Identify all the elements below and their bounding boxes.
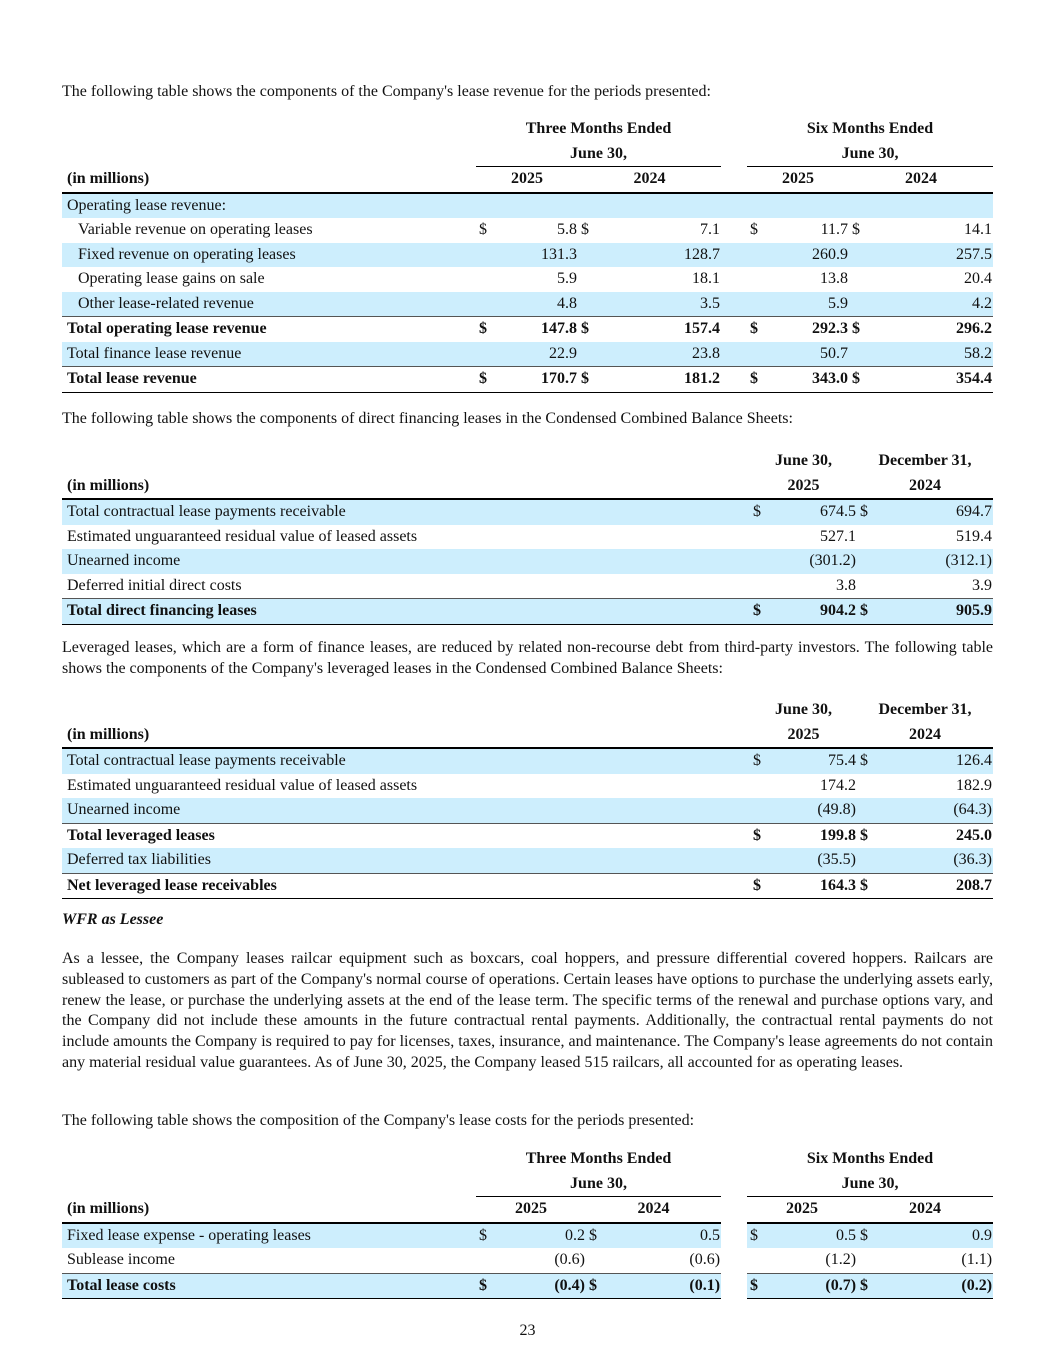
cell-value: 181.2 [602, 367, 721, 393]
three-months-header: Three Months Ended [525, 120, 672, 137]
cell-value: 147.8 [500, 317, 578, 342]
three-months-date: June 30, [476, 142, 721, 167]
table-row-total [62, 317, 993, 342]
dollar-sign: $ [479, 221, 487, 238]
group-header-row-2 [62, 142, 993, 167]
dollar-sign: $ [747, 1223, 771, 1249]
cell-value: 18.1 [692, 270, 721, 287]
col-header: 2025 [787, 725, 820, 743]
cell-value: 126.4 [881, 748, 993, 774]
row-label: Variable revenue on operating leases [78, 221, 313, 238]
cell-value: 260.9 [771, 243, 849, 268]
intro-lease-cost-text: The following table shows the composition of the Company's lease costs for the periods presented: [62, 1112, 695, 1129]
year-header: 2024 [909, 1200, 942, 1217]
table-row-total [62, 873, 993, 899]
cell-value: (312.1) [881, 549, 993, 574]
dollar-sign: $ [750, 748, 774, 774]
cell-value: 0.5 [771, 1223, 857, 1249]
dollar-sign: $ [578, 317, 602, 342]
cell-value: (36.3) [881, 848, 993, 873]
table-row [62, 499, 993, 525]
table-row-total [62, 599, 993, 625]
direct-financing-table [62, 449, 993, 625]
col-header: June 30, [775, 452, 832, 469]
six-months-header: Six Months Ended [806, 120, 934, 137]
cell-value: 20.4 [964, 270, 993, 287]
header-row-1 [62, 449, 993, 474]
row-label: Unearned income [62, 798, 750, 823]
table-row [62, 748, 993, 774]
table-row [62, 574, 993, 599]
year-header: 2024 [637, 1200, 670, 1217]
row-label: Unearned income [62, 549, 750, 574]
row-label: Total lease costs [62, 1273, 476, 1299]
row-label: Total finance lease revenue [62, 342, 476, 367]
row-label: Operating lease revenue: [62, 193, 476, 219]
three-months-date: June 30, [476, 1172, 721, 1197]
dollar-sign: $ [857, 499, 881, 525]
table-row-total [62, 367, 993, 393]
cell-value: 0.9 [881, 1223, 993, 1249]
dollar-sign: $ [476, 1223, 500, 1249]
cell-value: 0.2 [500, 1223, 586, 1249]
cell-value: 157.4 [602, 317, 721, 342]
cell-value: 527.1 [820, 527, 856, 545]
six-months-date: June 30, [747, 1172, 993, 1197]
row-label: Total leveraged leases [62, 823, 750, 848]
cell-value: (0.7) [771, 1273, 857, 1299]
cell-value: 0.5 [610, 1223, 721, 1249]
dollar-sign: $ [857, 1273, 881, 1299]
cell-value: 5.9 [557, 270, 577, 287]
row-label: Deferred tax liabilities [62, 848, 750, 873]
dollar-sign: $ [476, 367, 500, 393]
intro-direct-financing-text: The following table shows the components of direct financing leases in the Condensed Combined Balance Sheets: [62, 410, 793, 427]
row-label: Total contractual lease payments receivable [62, 748, 750, 774]
cell-value: 296.2 [873, 317, 993, 342]
col-header: 2024 [909, 476, 941, 494]
table-row [62, 798, 993, 823]
cell-value: 164.3 [774, 873, 857, 899]
dollar-sign: $ [578, 367, 602, 393]
col-header: 2024 [909, 725, 941, 743]
three-months-header: Three Months Ended [525, 1150, 672, 1167]
year-header: 2025 [515, 1200, 547, 1217]
table-row [62, 525, 993, 550]
cell-value: 7.1 [700, 221, 721, 238]
cell-value: 674.5 [774, 499, 857, 525]
six-months-date: June 30, [747, 142, 993, 167]
dollar-sign: $ [849, 317, 873, 342]
cell-value: 199.8 [774, 823, 857, 848]
cell-value: 4.8 [500, 292, 578, 317]
dollar-sign: $ [750, 823, 774, 848]
leveraged-leases-table [62, 698, 993, 899]
cell-value: 4.2 [873, 292, 993, 317]
table-row [62, 848, 993, 873]
dollar-sign: $ [581, 221, 589, 238]
cell-value: (1.1) [961, 1251, 993, 1268]
page-number: 23 [519, 1322, 536, 1339]
cell-value: 11.7 [820, 221, 849, 238]
six-months-header: Six Months Ended [806, 1150, 934, 1167]
dollar-sign: $ [476, 317, 500, 342]
dollar-sign: $ [857, 873, 881, 899]
cell-value: 75.4 [774, 748, 857, 774]
group-header-row-1 [62, 117, 993, 142]
intro-leveraged-text: Leveraged leases, which are a form of finance leases, are reduced by related non-recourse debt from third-party investors. The following table shows the components of the Company's leveraged leases in the Condensed Combined Balance Sheets: [62, 639, 993, 677]
cell-value: (64.3) [881, 798, 993, 823]
cell-value: 131.3 [500, 243, 578, 268]
row-label: Net leveraged lease receivables [62, 873, 750, 899]
lease-revenue-table [62, 117, 993, 393]
cell-value: 257.5 [873, 243, 993, 268]
cell-value: 3.8 [836, 576, 856, 594]
dollar-sign: $ [852, 221, 861, 238]
cell-value: 694.7 [881, 499, 993, 525]
dollar-sign: $ [747, 1273, 771, 1299]
header-row-2 [62, 474, 993, 500]
col-header: December 31, [878, 452, 972, 469]
cell-value: (301.2) [774, 549, 857, 574]
unit-label: (in millions) [67, 1199, 150, 1217]
cell-value: (0.4) [500, 1273, 586, 1299]
dollar-sign: $ [476, 1273, 500, 1299]
dollar-sign: $ [750, 873, 774, 899]
table-row [62, 243, 993, 268]
cell-value: (49.8) [774, 798, 857, 823]
cell-value: 58.2 [873, 342, 993, 367]
dollar-sign: $ [747, 367, 771, 393]
table-row [62, 218, 993, 243]
year-header: 2025 [511, 170, 543, 187]
header-row-2 [62, 723, 993, 749]
year-header: 2025 [782, 170, 815, 187]
cell-value: 50.7 [771, 342, 849, 367]
cell-value: 354.4 [873, 367, 993, 393]
row-label: Estimated unguaranteed residual value of leased assets [67, 776, 418, 794]
cell-value: 292.3 [771, 317, 849, 342]
year-header-row [62, 167, 993, 193]
dollar-sign: $ [857, 1223, 881, 1249]
table-row [62, 1223, 993, 1249]
cell-value: 3.9 [972, 576, 992, 594]
col-header: 2025 [787, 476, 820, 494]
row-label: Operating lease gains on sale [78, 270, 265, 287]
cell-value: 905.9 [881, 599, 993, 625]
unit-label: (in millions) [67, 169, 150, 187]
cell-value: (0.1) [610, 1273, 721, 1299]
cell-value: 23.8 [602, 342, 721, 367]
year-header-row [62, 1197, 993, 1223]
table-row-total [62, 1273, 993, 1299]
cell-value: (0.6) [554, 1251, 585, 1268]
row-label: Total direct financing leases [62, 599, 750, 625]
dollar-sign: $ [849, 367, 873, 393]
dollar-sign: $ [586, 1223, 610, 1249]
cell-value: 245.0 [881, 823, 993, 848]
row-label: Total lease revenue [62, 367, 476, 393]
row-label: Deferred initial direct costs [67, 576, 242, 594]
row-label: Total operating lease revenue [62, 317, 476, 342]
col-header: December 31, [878, 701, 972, 718]
cell-value: 208.7 [881, 873, 993, 899]
header-row-1 [62, 698, 993, 723]
cell-value: 182.9 [956, 776, 992, 794]
row-label: Sublease income [67, 1251, 175, 1268]
cell-value: 13.8 [820, 270, 849, 287]
section-heading: WFR as Lessee [62, 911, 164, 928]
cell-value: 170.7 [500, 367, 578, 393]
cell-value: (0.2) [881, 1273, 993, 1299]
cell-value: (1.2) [825, 1251, 857, 1268]
table-row-total [62, 823, 993, 848]
row-label: Fixed lease expense - operating leases [62, 1223, 476, 1249]
unit-label: (in millions) [67, 725, 150, 743]
table-row [62, 1248, 993, 1273]
cell-value: 3.5 [602, 292, 721, 317]
unit-label: (in millions) [67, 476, 150, 494]
row-label: Other lease-related revenue [62, 292, 476, 317]
lessee-paragraph: As a lessee, the Company leases railcar equipment such as boxcars, coal hoppers, and pressure differential covered hoppers. Railcars are subleased to customers as part of the Company's normal course of operations. Certain leases have options to purchase the underlying assets early, renew the lease, or purchase the underlying assets at the end of the lease term. The specific terms of the renewal and purchase options vary, and the Company did not include these amounts in the future contractual rental payments. Additionally, the contractual rental payments do not include amounts the Company is required to pay for licenses, taxes, insurance, and maintenance. The Company's lease agreements do not contain any material residual value guarantees. As of June 30, 2025, the Company leased 515 railcars, all accounted for as operating leases. [62, 950, 993, 1071]
table-row [62, 774, 993, 799]
table-row [62, 549, 993, 574]
cell-value: 174.2 [820, 776, 856, 794]
table-row [62, 292, 993, 317]
row-label: Total contractual lease payments receivable [62, 499, 750, 525]
year-header: 2024 [905, 170, 938, 187]
table-row [62, 193, 993, 219]
cell-value: 343.0 [771, 367, 849, 393]
cell-value: 904.2 [774, 599, 857, 625]
intro-revenue-text: The following table shows the components of the Company's lease revenue for the periods presented: [62, 83, 711, 100]
cell-value: 519.4 [956, 527, 992, 545]
row-label: Estimated unguaranteed residual value of leased assets [67, 527, 418, 545]
lease-costs-table [62, 1147, 993, 1299]
dollar-sign: $ [750, 221, 759, 238]
row-label: Fixed revenue on operating leases [62, 243, 476, 268]
dollar-sign: $ [747, 317, 771, 342]
cell-value: 5.8 [557, 221, 577, 238]
group-header-row-1 [62, 1147, 993, 1172]
cell-value: 5.9 [771, 292, 849, 317]
cell-value: (0.6) [689, 1251, 721, 1268]
cell-value: (35.5) [774, 848, 857, 873]
dollar-sign: $ [857, 823, 881, 848]
table-row [62, 267, 993, 292]
cell-value: 14.1 [964, 221, 993, 238]
dollar-sign: $ [586, 1273, 610, 1299]
year-header: 2025 [786, 1200, 819, 1217]
year-header: 2024 [633, 170, 666, 187]
table-row [62, 342, 993, 367]
col-header: June 30, [775, 701, 832, 718]
cell-value: 128.7 [602, 243, 721, 268]
cell-value: 22.9 [500, 342, 578, 367]
dollar-sign: $ [750, 599, 774, 625]
dollar-sign: $ [750, 499, 774, 525]
dollar-sign: $ [857, 599, 881, 625]
dollar-sign: $ [857, 748, 881, 774]
group-header-row-2 [62, 1172, 993, 1197]
